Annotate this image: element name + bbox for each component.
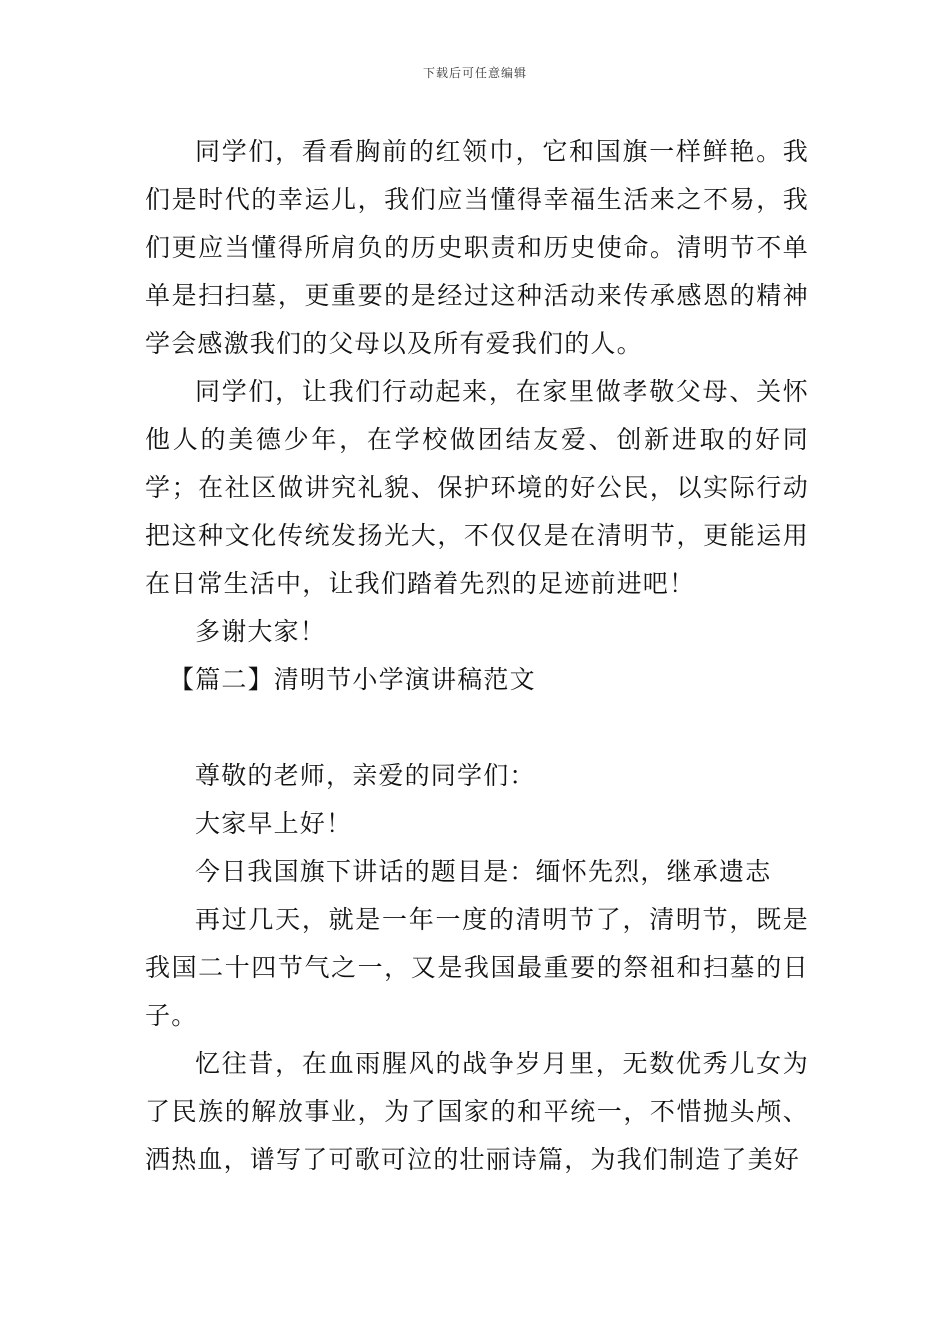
section-title: 【篇二】清明节小学演讲稿范文 — [169, 665, 536, 694]
greeting: 大家早上好！ — [195, 809, 353, 838]
page-header: 下载后可任意编辑 — [422, 66, 527, 80]
blank-line — [145, 704, 809, 752]
document-body — [145, 128, 809, 1184]
closing-thanks: 多谢大家！ — [195, 617, 327, 646]
paragraph: 同学们，看看胸前的红领巾，它和国旗一样鲜艳。我们是时代的幸运儿，我们应当懂得幸福生活来之不易，我们更应当懂得所肩负的历史职责和历史使命。清明节不单单是扫扫墓，更重要的是经过这种活动来传承感恩的精神学会感激我们的父母以及所有爱我们的人。 — [145, 137, 809, 358]
salutation: 尊敬的老师，亲爱的同学们： — [195, 761, 536, 790]
speech-topic: 今日我国旗下讲话的题目是：缅怀先烈，继承遗志 — [195, 857, 772, 886]
paragraph: 同学们，让我们行动起来，在家里做孝敬父母、关怀他人的美德少年，在学校做团结友爱、创新进取的好同学；在社区做讲究礼貌、保护环境的好公民，以实际行动把这种文化传统发扬光大，不仅仅是在清明节，更能运用在日常生活中，让我们踏着先烈的足迹前进吧！ — [145, 377, 809, 598]
paragraph: 忆往昔，在血雨腥风的战争岁月里，无数优秀儿女为了民族的解放事业，为了国家的和平统一，不惜抛头颅、洒热血，谱写了可歌可泣的壮丽诗篇，为我们制造了美好 — [145, 1049, 809, 1174]
paragraph: 再过几天，就是一年一度的清明节了，清明节，既是我国二十四节气之一，又是我国最重要的祭祖和扫墓的日子。 — [145, 905, 809, 1030]
